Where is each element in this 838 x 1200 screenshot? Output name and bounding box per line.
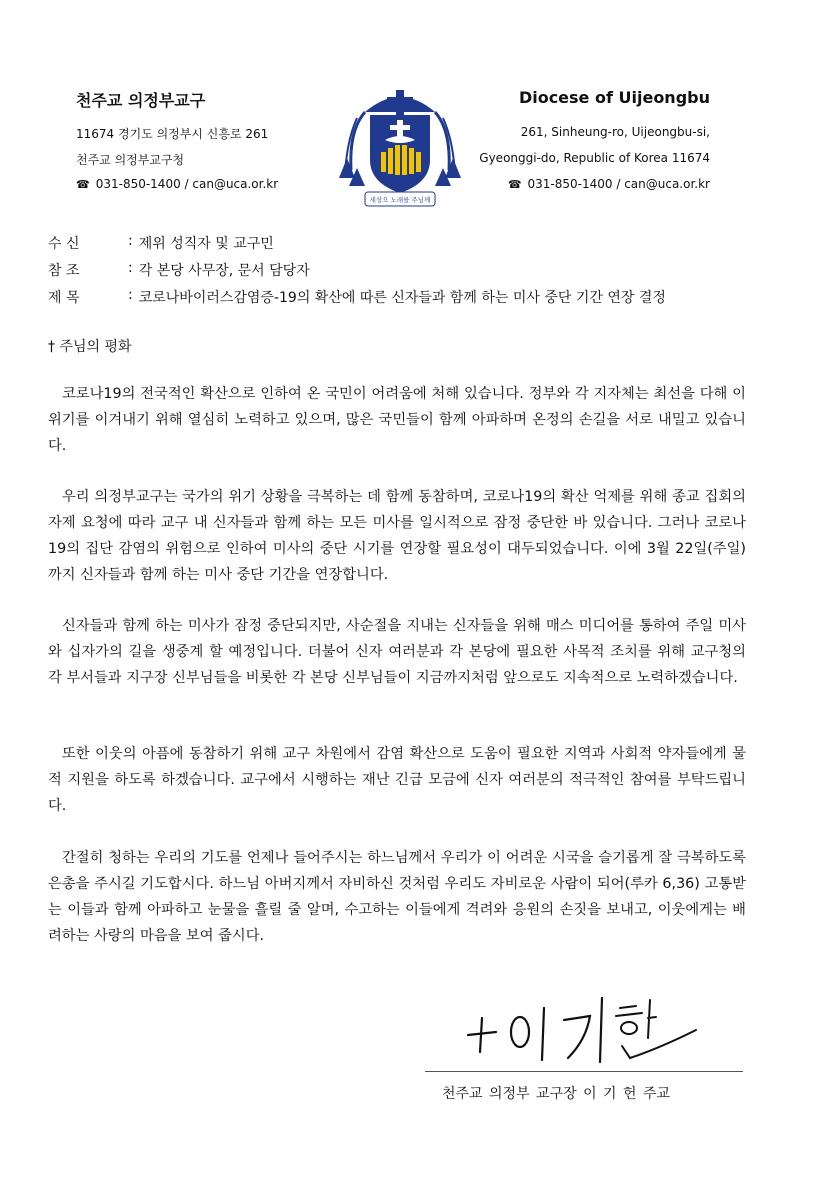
contact-english-text: 031-850-1400 / can@uca.or.kr [527, 177, 710, 191]
address-english-line1: 261, Sinheung-ro, Uijeongbu-si, [520, 125, 710, 139]
reference-colon: : [128, 260, 133, 276]
subject-value: 코로나바이러스감염증-19의 확산에 따른 신자들과 함께 하는 미사 중단 기간 연장 결정 [138, 290, 666, 306]
body-paragraph-3: 신자들과 함께 하는 미사가 잠정 중단되지만, 사순절을 지내는 신자들을 위해 매스 미디어를 통하여 주일 미사와 십자가의 길을 생중계 할 예정입니다. 더불어 신자 여러분과 각 본당에 필요한 사목적 조치를 위해 교구청의 각 부서들과 지구장 신부님들을 비롯한 각 본당 신부님들이 지금까지처럼 앞으로도 지속적으로 노력하겠습니다. [48, 618, 746, 686]
handwritten-signature [460, 990, 700, 1065]
recipient-colon: : [128, 233, 133, 249]
phone-icon: ☎ [507, 178, 522, 191]
recipient-label: 수 신 [48, 236, 80, 252]
recipient-value: 제위 성직자 및 교구민 [138, 236, 274, 252]
subject-label: 제 목 [48, 290, 80, 306]
diocese-emblem-icon [335, 70, 465, 210]
reference-row [48, 260, 310, 280]
greeting: † 주님의 평화 [48, 339, 132, 355]
subject-row [48, 287, 666, 307]
phone-icon: ☎ [76, 178, 90, 191]
contact-english [508, 177, 710, 191]
body-paragraph-1: 코로나19의 전국적인 확산으로 인하여 온 국민이 어려움에 처해 있습니다. 정부와 각 지자체는 최선을 다해 이 위기를 이겨내기 위해 열심히 노력하고 있으며, 많은 국민들이 함께 아파하며 온정의 손길을 서로 내밀고 있습니다. [48, 386, 746, 454]
contact-korean-text: 031-850-1400 / can@uca.or.kr [95, 177, 279, 191]
signature-divider [425, 1071, 743, 1072]
address-korean: 11674 경기도 의정부시 신흥로 261 [76, 127, 269, 141]
reference-value: 각 본당 사무장, 문서 담당자 [138, 263, 310, 279]
emblem-motto: 세상으 노래를 주님께 [369, 196, 431, 204]
contact-korean [76, 177, 278, 191]
reference-label: 참 조 [48, 263, 80, 279]
subject-colon: : [128, 287, 133, 303]
org-name-english: Diocese of Uijeongbu [518, 88, 710, 107]
office-korean: 천주교 의정부교구청 [76, 153, 185, 167]
signer-name: 천주교 의정부 교구장 이 기 헌 주교 [442, 1086, 671, 1102]
body-paragraph-5: 간절히 청하는 우리의 기도를 언제나 들어주시는 하느님께서 우리가 이 어려운 시국을 슬기롭게 잘 극복하도록 은총을 주시길 기도합시다. 하느님 아버지께서 자비하신 것처럼 우리도 자비로운 사람이 되어(루카 6,36) 고통받는 이들과 함께 아파하고 눈물을 흘릴 줄 알며, 수고하는 이들에게 격려와 응원의 손짓을 보내고, 이웃에게는 배려하는 사랑의 마음을 보여 줍시다. [48, 850, 746, 944]
address-english-line2: Gyeonggi-do, Republic of Korea 11674 [479, 151, 710, 165]
body-paragraph-4: 또한 이웃의 아픔에 동참하기 위해 교구 차원에서 감염 확산으로 도움이 필요한 지역과 사회적 약자들에게 물적 지원을 하도록 하겠습니다. 교구에서 시행하는 재난 긴급 모금에 신자 여러분의 적극적인 참여를 부탁드립니다. [48, 746, 746, 814]
org-name-korean: 천주교 의정부교구 [76, 91, 206, 110]
body-paragraph-2: 우리 의정부교구는 국가의 위기 상황을 극복하는 데 함께 동참하며, 코로나19의 확산 억제를 위해 종교 집회의 자제 요청에 따라 교구 내 신자들과 함께 하는 모든 미사를 일시적으로 잠정 중단한 바 있습니다. 그러나 코로나19의 집단 감염의 위험으로 인하여 미사의 중단 시기를 연장할 필요성이 대두되었습니다. 이에 3월 22일(주일)까지 신자들과 함께 하는 미사 중단 기간을 연장합니다. [48, 489, 746, 583]
recipient-row [48, 233, 274, 253]
